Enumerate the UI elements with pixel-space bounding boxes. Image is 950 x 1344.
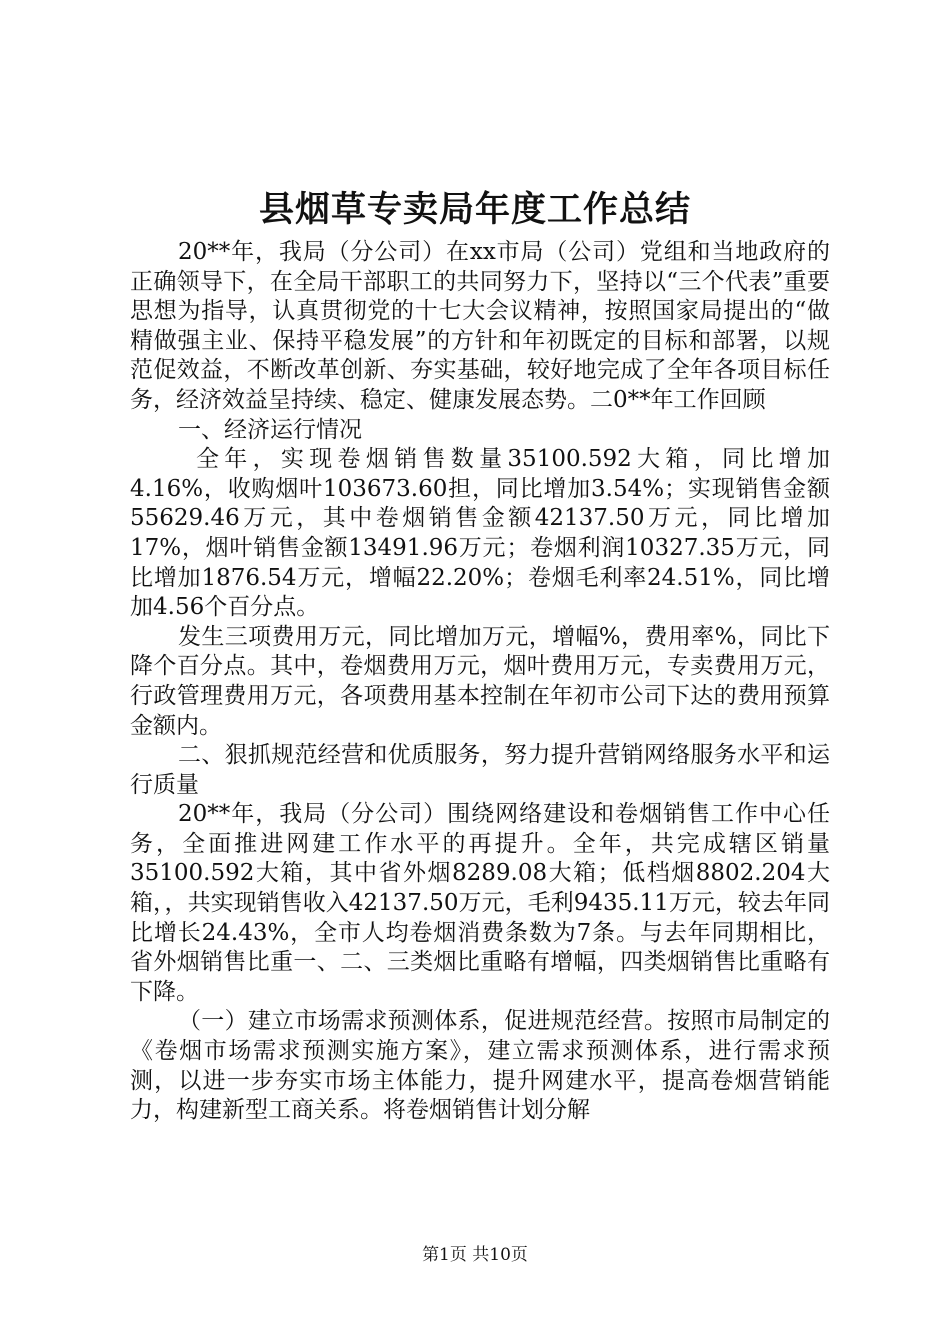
- paragraph-intro: 20**年，我局（分公司）在xx市局（公司）党组和当地政府的正确领导下，在全局干部职工的共同努力下，坚持以“三个代表”重要思想为指导，认真贯彻党的十七大会议精神，按照国家局提出的“做精做强主业、保持平稳发展”的方针和年初既定的目标和部署，以规范促效益，不断改革创新、夯实基础，较好地完成了全年各项目标任务，经济效益呈持续、稳定、健康发展态势。二0**年工作回顾: [130, 239, 830, 413]
- paragraph-demand-forecast: （一）建立市场需求预测体系，促进规范经营。按照市局制定的《卷烟市场需求预测实施方案》，建立需求预测体系，进行需求预测，以进一步夯实市场主体能力，提升网建水平，提高卷烟营销能力，构建新型工商关系。将卷烟销售计划分解: [130, 1008, 830, 1124]
- section-heading-standard-operation: 二、狠抓规范经营和优质服务，努力提升营销网络服务水平和运行质量: [130, 742, 830, 798]
- paragraph-sales-figures: 全年，实现卷烟销售数量35100.592大箱，同比增加4.16%，收购烟叶103673.60担，同比增加3.54%；实现销售金额55629.46万元，其中卷烟销售金额42137.50万元，同比增加17%，烟叶销售金额13491.96万元；卷烟利润10327.35万元，同比增加1876.54万元，增幅22.20%；卷烟毛利率24.51%，同比增加4.56个百分点。: [130, 446, 830, 621]
- paragraph-network-building: 20**年，我局（分公司）围绕网络建设和卷烟销售工作中心任务，全面推进网建工作水平的再提升。全年，共完成辖区销量35100.592大箱，其中省外烟8289.08大箱；低档烟8802.204大箱，，共实现销售收入42137.50万元，毛利9435.11万元，较去年同比增长24.43%，全市人均卷烟消费条数为7条。与去年同期相比，省外烟销售比重一、二、三类烟比重略有增幅，四类烟销售比重略有下降。: [130, 801, 830, 1005]
- paragraph-expenses: 发生三项费用万元，同比增加万元，增幅%，费用率%，同比下降个百分点。其中，卷烟费用万元，烟叶费用万元，专卖费用万元，行政管理费用万元，各项费用基本控制在年初市公司下达的费用预算金额内。: [130, 623, 830, 739]
- section-heading-economic-operation: 一、经济运行情况: [178, 416, 362, 443]
- document-body: [130, 238, 830, 1126]
- page-number-footer: 第1页 共10页: [422, 1245, 528, 1265]
- document-title: 县烟草专卖局年度工作总结: [258, 189, 691, 230]
